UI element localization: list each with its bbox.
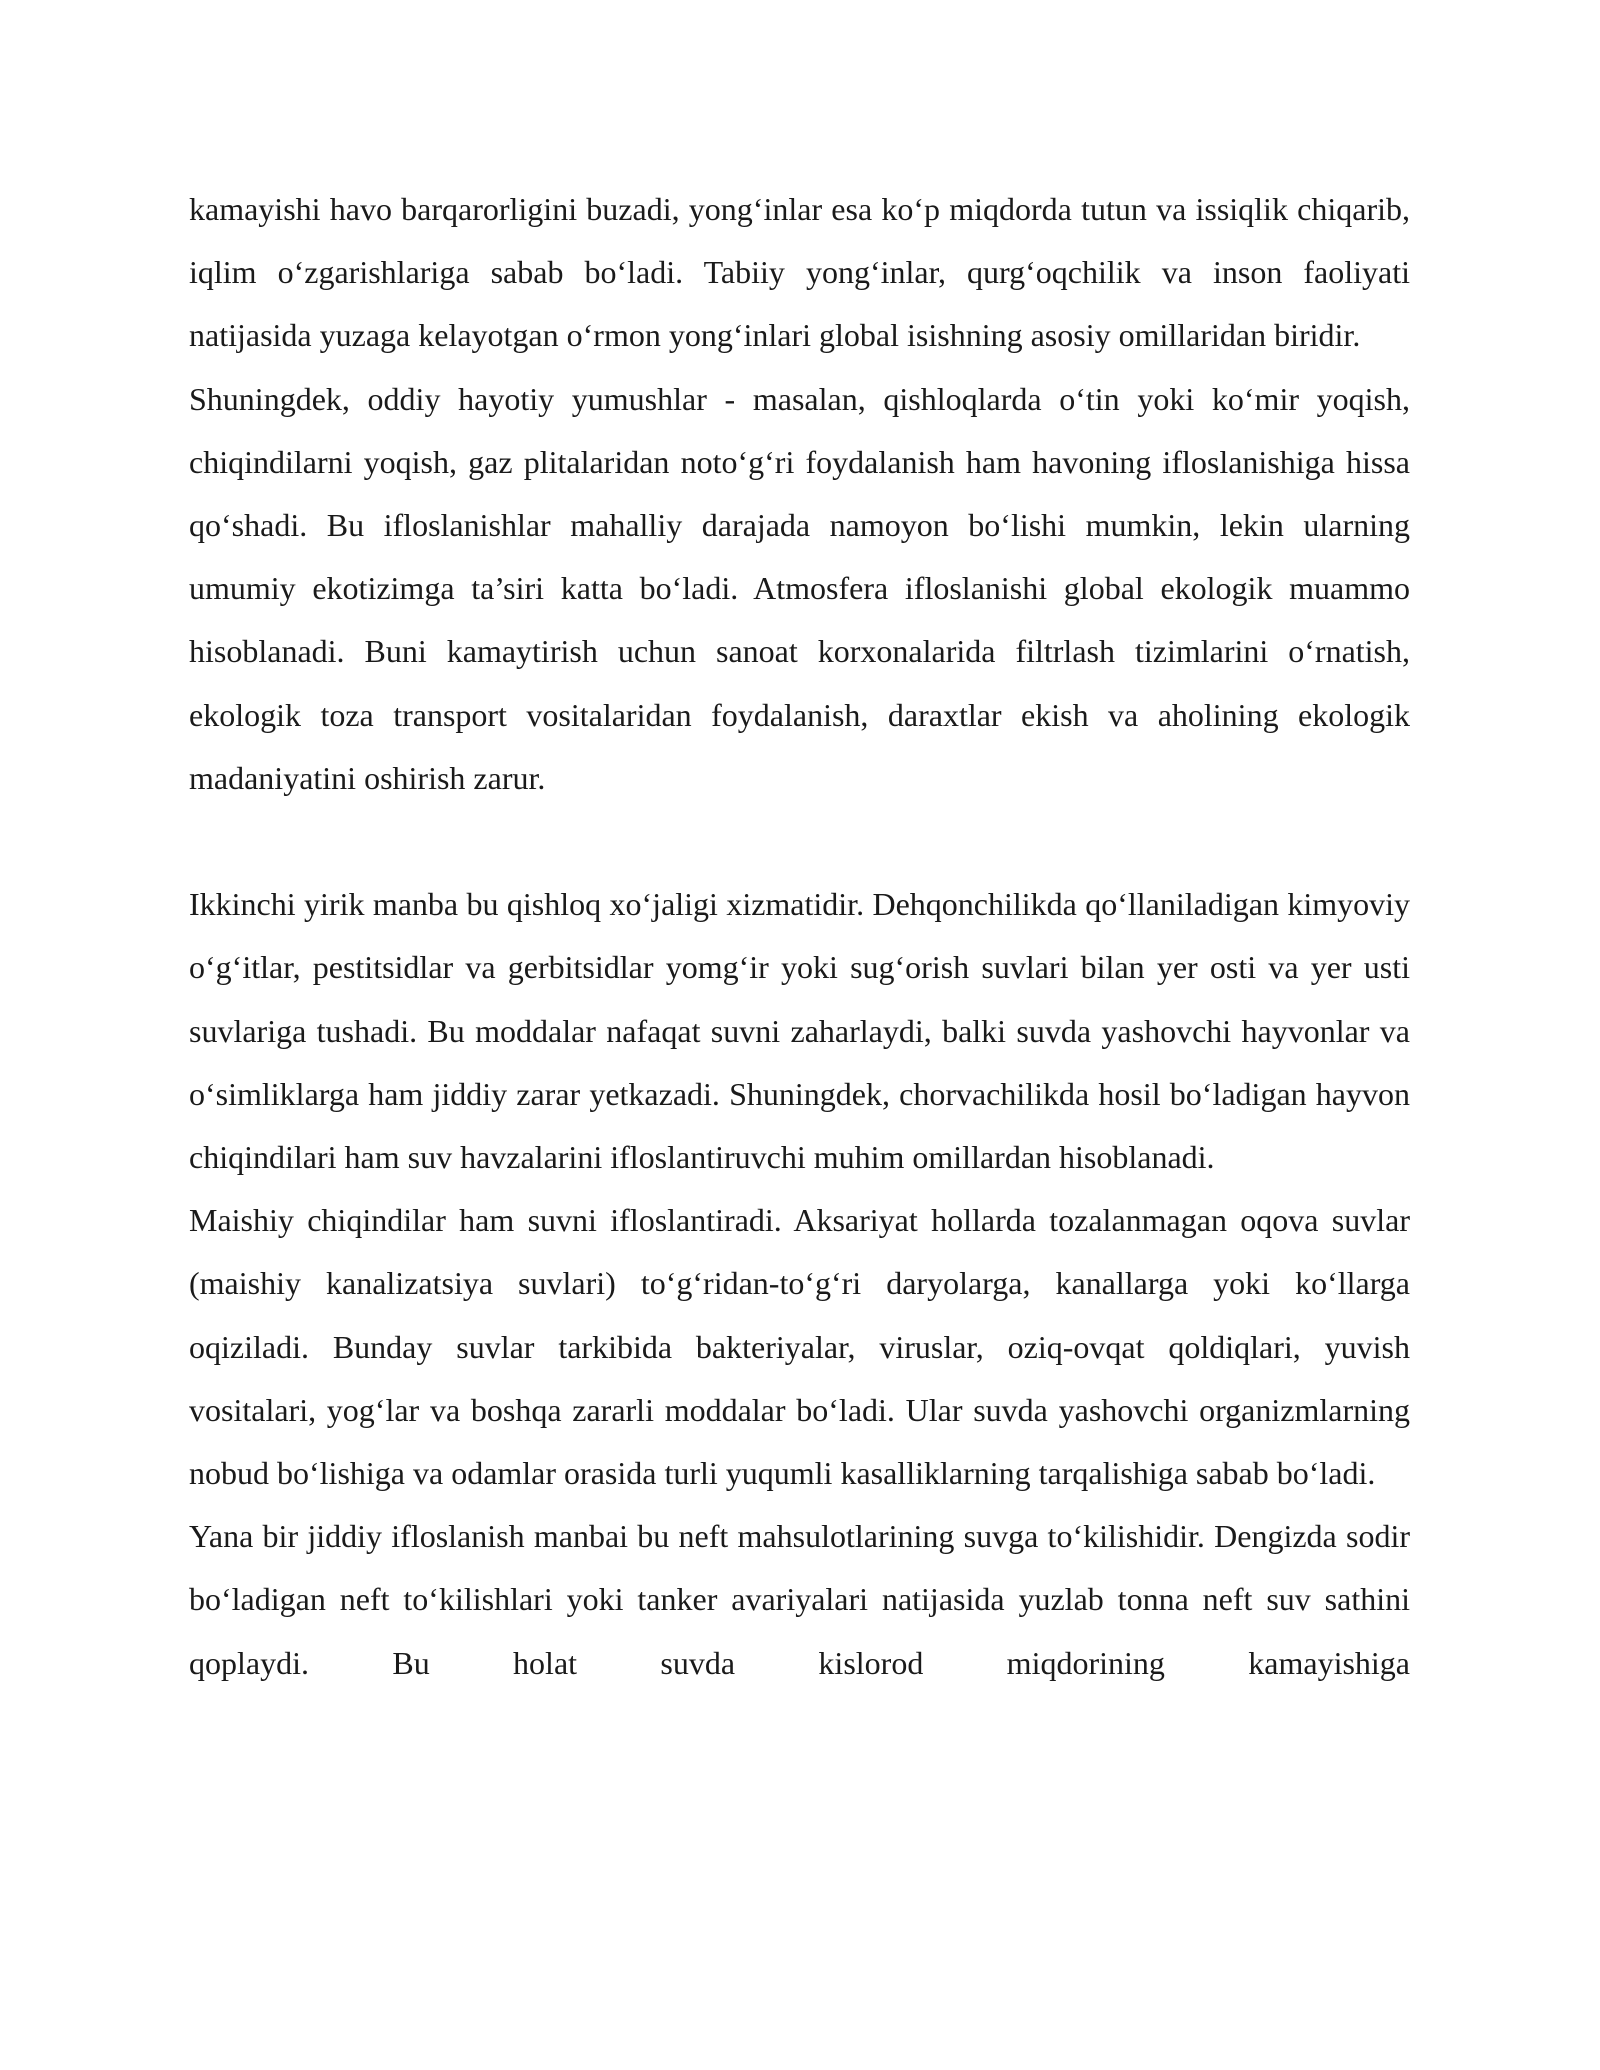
paragraph-3: Ikkinchi yirik manba bu qishloq xo‘jaligi xizmatidir. Dehqonchilikda qo‘llaniladigan kimyoviy o‘g‘itlar, pestitsidlar va gerbitsidlar yomg‘ir yoki sug‘orish suvlari bilan yer osti va yer usti suvlariga tushadi. Bu moddalar nafaqat suvni zaharlaydi, balki suvda yashovchi hayvonlar va o‘simliklarga ham jiddiy zarar yetkazadi. Shuningdek, chorvachilikda hosil bo‘ladigan hayvon chiqindilari ham suv havzalarini ifloslantiruvchi muhim omillardan hisoblanadi. — [189, 886, 1410, 1176]
document-page — [189, 178, 1410, 1695]
paragraph-2: Shuningdek, oddiy hayotiy yumushlar - masalan, qishloqlarda o‘tin yoki ko‘mir yoqish, chiqindilarni yoqish, gaz plitalaridan noto‘g‘ri foydalanish ham havoning ifloslanishiga hissa qo‘shadi. Bu ifloslanishlar mahalliy darajada namoyon bo‘lishi mumkin, lekin ularning umumiy ekotizimga ta’siri katta bo‘ladi. Atmosfera ifloslanishi global ekologik muammo hisoblanadi. Buni kamaytirish uchun sanoat korxonalarida filtrlash tizimlarini o‘rnatish, ekologik toza transport vositalaridan foydalanish, daraxtlar ekish va aholining ekologik madaniyatini oshirish zarur. — [189, 380, 1410, 796]
paragraph-4: Maishiy chiqindilar ham suvni ifloslantiradi. Aksariyat hollarda tozalanmagan oqova suvlar (maishiy kanalizatsiya suvlari) to‘g‘ridan-to‘g‘ri daryolarga, kanallarga yoki ko‘llarga oqiziladi. Bunday suvlar tarkibida bakteriyalar, viruslar, oziq-ovqat qoldiqlari, yuvish vositalari, yog‘lar va boshqa zararli moddalar bo‘ladi. Ular suvda yashovchi organizmlarning nobud bo‘lishiga va odamlar orasida turli yuqumli kasalliklarning tarqalishiga sabab bo‘ladi. — [189, 1202, 1410, 1492]
paragraph-gap — [189, 810, 1410, 873]
paragraph-1: kamayishi havo barqarorligini buzadi, yong‘inlar esa ko‘p miqdorda tutun va issiqlik chiqarib, iqlim o‘zgarishlariga sabab bo‘ladi. Tabiiy yong‘inlar, qurg‘oqchilik va inson faoliyati natijasida yuzaga kelayotgan o‘rmon yong‘inlari global isishning asosiy omillaridan biridir. — [189, 191, 1410, 354]
paragraph-5: Yana bir jiddiy ifloslanish manbai bu neft mahsulotlarining suvga to‘kilishidir. Dengizda sodir bo‘ladigan neft to‘kilishlari yoki tanker avariyalari natijasida yuzlab tonna neft suv sathini qoplaydi. Bu holat suvda kislorod miqdorining kamayishiga — [189, 1518, 1410, 1681]
